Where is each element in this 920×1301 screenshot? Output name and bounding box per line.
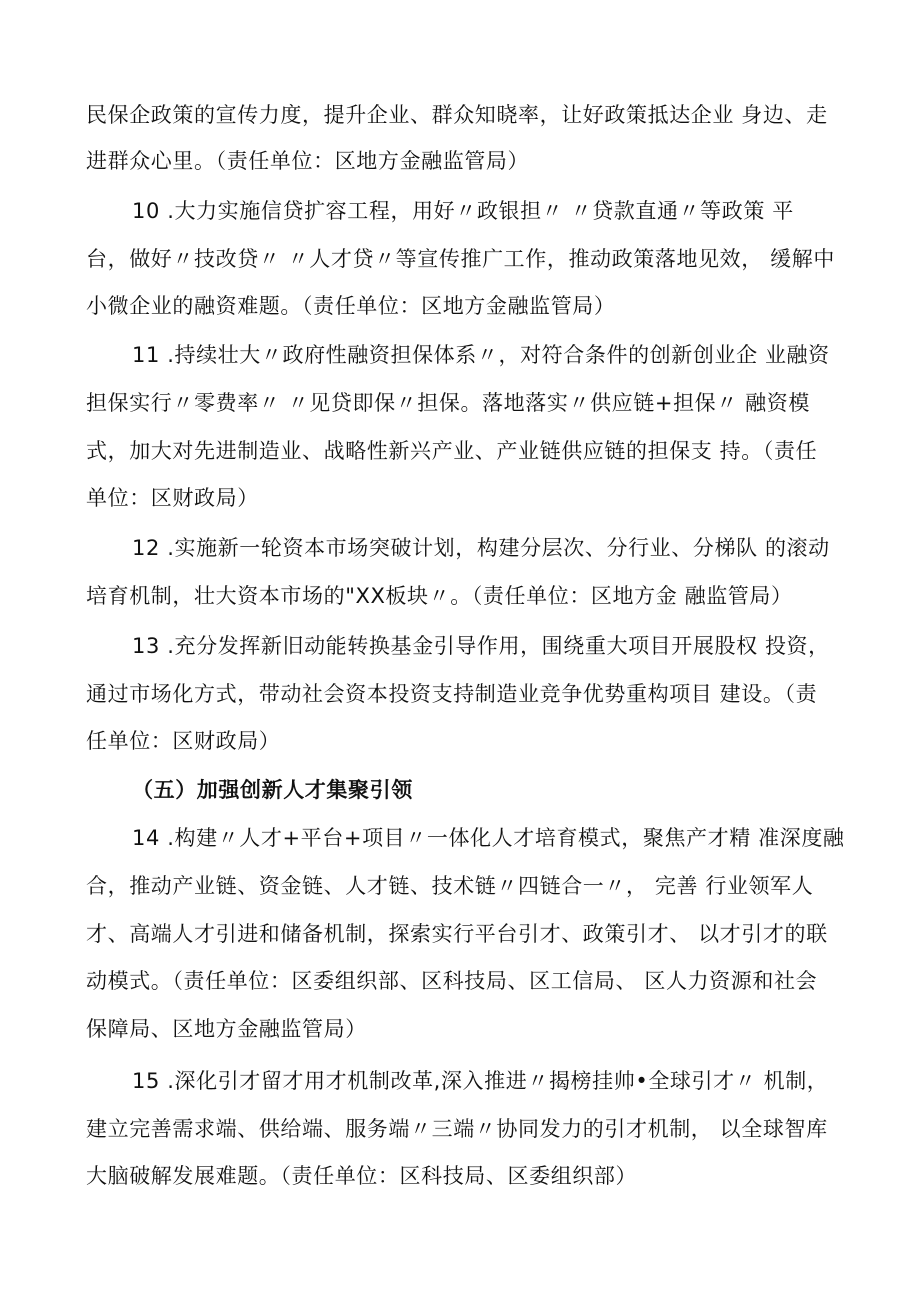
- text-line: 建立完善需求端、供给端、服务端〃三端〃协同发力的引才机制， 以全球智库: [86, 1117, 828, 1141]
- text-line: 保障局、区地方金融监管局）: [86, 1017, 367, 1041]
- text-line: 才、高端人才引进和储备机制，探索实行平台引才、政策引才、 以才引才的联: [86, 922, 828, 946]
- text-line: 培育机制，壮大资本市场的"XX板块〃。（责任单位：区地方金 融监管局）: [86, 584, 793, 608]
- text-line: 式，加大对先进制造业、战略性新兴产业、产业链供应链的担保支 持。（责任: [86, 439, 818, 463]
- paragraph-first-line: 15 .深化引才留才用才机制改革,深入推进〃揭榜挂帅•全球引才〃 机制，: [132, 1069, 829, 1093]
- text-line: 通过市场化方式，带动社会资本投资支持制造业竞争优势重构项目 建设。（责: [86, 682, 818, 706]
- paragraph-first-line: 11 .持续壮大〃政府性融资担保体系〃，对符合条件的创新创业企 业融资: [132, 343, 830, 367]
- text-line: 小微企业的融资难题。（责任单位：区地方金融监管局）: [86, 294, 616, 318]
- text-line: 大脑破解发展难题。（责任单位：区科技局、区委组织部）: [86, 1164, 638, 1188]
- text-line: 任单位：区财政局）: [86, 729, 281, 753]
- text-line: 担保实行〃零费率〃 〃见贷即保〃担保。落地落实〃供应链+担保〃 融资模: [86, 391, 810, 415]
- paragraph-first-line: 14 .构建〃人才+平台+项目〃一体化人才培育模式，聚焦产才精 准深度融: [132, 826, 845, 850]
- text-line: 台，做好〃技改贷〃 〃人才贷〃等宣传推广工作，推动政策落地见效， 缓解中: [86, 247, 835, 271]
- text-line: 动模式。（责任单位：区委组织部、区科技局、区工信局、 区人力资源和社会: [86, 969, 818, 993]
- paragraph-first-line: 13 .充分发挥新旧动能转换基金引导作用，围绕重大项目开展股权 投资，: [132, 634, 830, 658]
- text-line: 合，推动产业链、资金链、人才链、技术链〃四链合一〃， 完善 行业领军人: [86, 874, 814, 898]
- text-line: 民保企政策的宣传力度，提升企业、群众知晓率，让好政策抵达企业 身边、走: [86, 103, 828, 127]
- text-line: 单位：区财政局）: [86, 486, 259, 510]
- paragraph-first-line: 10 .大力实施信贷扩容工程，用好〃政银担〃 〃贷款直通〃等政策 平: [132, 199, 794, 223]
- paragraph-first-line: 12 .实施新一轮资本市场突破计划，构建分层次、分行业、分梯队 的滚动: [132, 536, 830, 560]
- section-heading: （五）加强创新人才集聚引领: [132, 778, 413, 802]
- text-line: 进群众心里。（责任单位：区地方金融监管局）: [86, 149, 530, 173]
